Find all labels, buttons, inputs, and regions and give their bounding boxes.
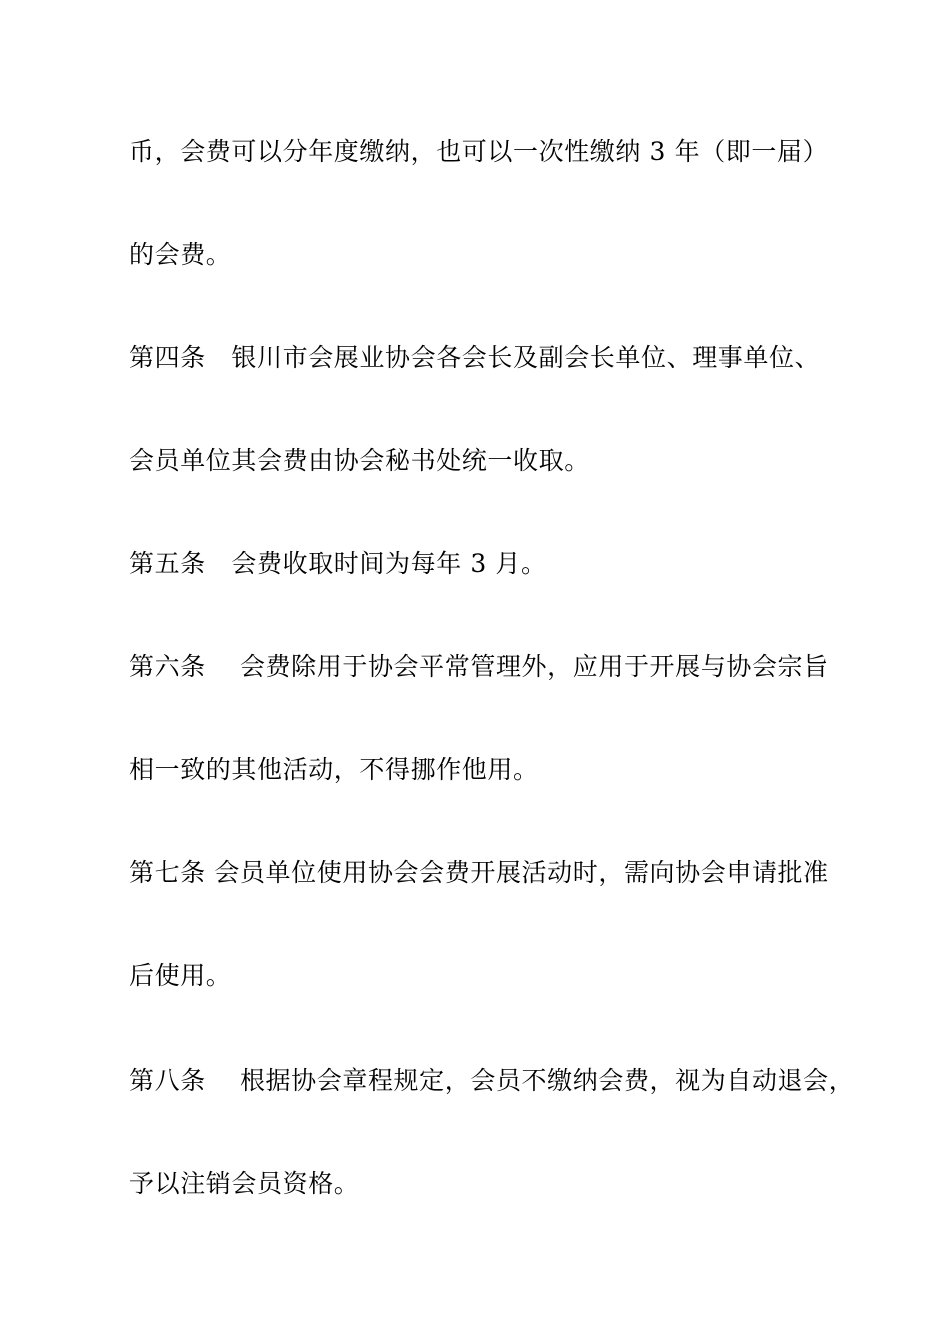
text-line: 的会费。 (129, 240, 232, 269)
text-line: 第五条 会费收取时间为每年 3 月。 (129, 549, 547, 578)
text-line: 币，会费可以分年度缴纳，也可以一次性缴纳 3 年（即一届） (129, 137, 829, 166)
text-line: 会员单位其会费由协会秘书处统一收取。 (129, 446, 590, 475)
text-line: 第八条 根据协会章程规定，会员不缴纳会费，视为自动退会， (129, 1066, 855, 1095)
text-line: 相一致的其他活动，不得挪作他用。 (129, 755, 539, 784)
text-line: 后使用。 (129, 961, 232, 990)
text-line: 第四条 银川市会展业协会各会长及副会长单位、理事单位、 (129, 343, 821, 372)
text-line: 第七条 会员单位使用协会会费开展活动时，需向协会申请批准 (129, 858, 829, 887)
text-line: 予以注销会员资格。 (129, 1169, 360, 1198)
text-line: 第六条 会费除用于协会平常管理外，应用于开展与协会宗旨 (129, 652, 829, 681)
